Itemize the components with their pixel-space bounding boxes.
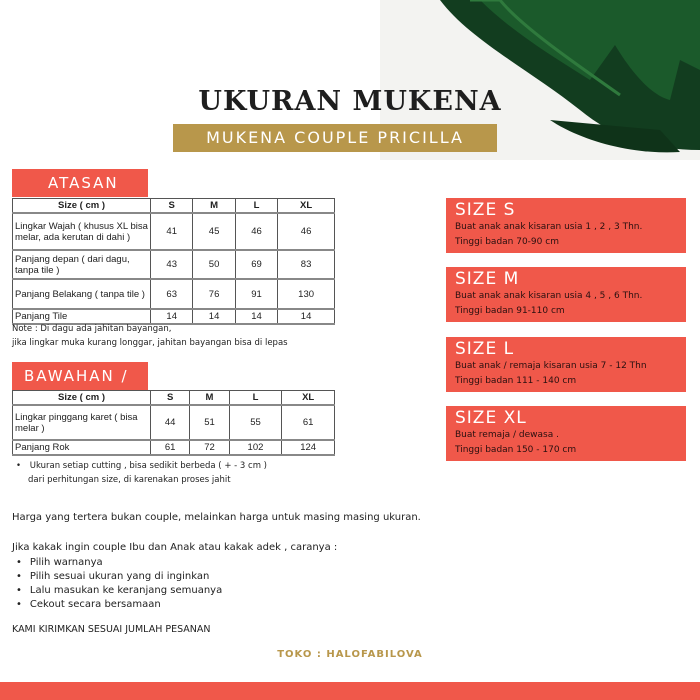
bottom-bar bbox=[0, 682, 700, 700]
table-header bbox=[13, 391, 335, 406]
size-card-m bbox=[446, 267, 686, 322]
note-line: Note : Di dagu ada jahitan bayangan, bbox=[12, 324, 172, 334]
store-name: TOKO : HALOFABILOVA bbox=[277, 649, 423, 660]
table-header bbox=[13, 199, 335, 214]
size-title: SIZE M bbox=[455, 269, 520, 289]
cell: 14 bbox=[193, 309, 235, 324]
shipping-note: KAMI KIRIMKAN SESUAI JUMLAH PESANAN bbox=[12, 624, 211, 635]
cell: 14 bbox=[151, 309, 193, 324]
cell: 72 bbox=[190, 440, 229, 455]
cell: 83 bbox=[278, 250, 335, 279]
couple-intro: Jika kakak ingin couple Ibu dan Anak atau kakak adek , caranya : bbox=[12, 542, 338, 553]
table-row bbox=[13, 440, 335, 455]
cell: 44 bbox=[151, 405, 190, 440]
size-card-s bbox=[446, 198, 686, 253]
table-row bbox=[13, 405, 335, 440]
cell: 46 bbox=[278, 213, 335, 250]
cell: 102 bbox=[229, 440, 282, 455]
page-title: UKURAN MUKENA bbox=[198, 86, 502, 117]
cell: 61 bbox=[282, 405, 335, 440]
list-item: • Lalu masukan ke keranjang semuanya bbox=[16, 584, 222, 598]
bawahan-label: BAWAHAN / ROK bbox=[12, 362, 148, 390]
col-header: M bbox=[193, 199, 235, 214]
size-height: Tinggi badan 91-110 cm bbox=[455, 306, 565, 316]
cell: Panjang Rok bbox=[13, 440, 151, 455]
list-item: • Pilih warnanya bbox=[16, 556, 222, 570]
size-card-l bbox=[446, 337, 686, 392]
note-line: dari perhitungan size, di karenakan proses jahit bbox=[28, 475, 231, 485]
size-card-xl bbox=[446, 406, 686, 461]
cell: 76 bbox=[193, 279, 235, 309]
size-height: Tinggi badan 150 - 170 cm bbox=[455, 445, 577, 455]
cell: 51 bbox=[190, 405, 229, 440]
size-desc: Buat anak / remaja kisaran usia 7 - 12 Thn bbox=[455, 361, 647, 371]
cell: Lingkar Wajah ( khusus XL bisa melar, ada kerutan di dahi ) bbox=[13, 213, 151, 250]
bawahan-table bbox=[12, 390, 335, 456]
size-desc: Buat anak anak kisaran usia 1 , 2 , 3 Thn. bbox=[455, 222, 643, 232]
cell: 63 bbox=[151, 279, 193, 309]
price-note: Harga yang tertera bukan couple, melainkan harga untuk masing masing ukuran. bbox=[12, 512, 421, 523]
col-header: M bbox=[190, 391, 229, 406]
cell: Panjang Tile bbox=[13, 309, 151, 324]
atasan-label: ATASAN bbox=[12, 169, 148, 197]
cell: 45 bbox=[193, 213, 235, 250]
cell: 46 bbox=[235, 213, 277, 250]
size-desc: Buat anak anak kisaran usia 4 , 5 , 6 Thn. bbox=[455, 291, 643, 301]
size-title: SIZE L bbox=[455, 339, 515, 359]
list-item: • Pilih sesuai ukuran yang di inginkan bbox=[16, 570, 222, 584]
cell: 14 bbox=[235, 309, 277, 324]
cell: 130 bbox=[278, 279, 335, 309]
cell: 50 bbox=[193, 250, 235, 279]
cell: 124 bbox=[282, 440, 335, 455]
table-row bbox=[13, 213, 335, 250]
cell: 61 bbox=[151, 440, 190, 455]
atasan-table bbox=[12, 198, 335, 325]
col-header: XL bbox=[282, 391, 335, 406]
col-header: Size ( cm ) bbox=[13, 391, 151, 406]
cell: Panjang depan ( dari dagu, tanpa tile ) bbox=[13, 250, 151, 279]
atasan-note bbox=[12, 322, 288, 350]
cell: 43 bbox=[151, 250, 193, 279]
cell: 91 bbox=[235, 279, 277, 309]
size-title: SIZE S bbox=[455, 200, 516, 220]
note-line: • Ukuran setiap cutting , bisa sedikit berbeda ( + - 3 cm ) bbox=[16, 461, 267, 471]
col-header: L bbox=[229, 391, 282, 406]
size-title: SIZE XL bbox=[455, 408, 527, 428]
cell: 14 bbox=[278, 309, 335, 324]
size-height: Tinggi badan 70-90 cm bbox=[455, 237, 559, 247]
col-header: XL bbox=[278, 199, 335, 214]
col-header: Size ( cm ) bbox=[13, 199, 151, 214]
size-height: Tinggi badan 111 - 140 cm bbox=[455, 376, 577, 386]
size-desc: Buat remaja / dewasa . bbox=[455, 430, 559, 440]
cell: 69 bbox=[235, 250, 277, 279]
table-row bbox=[13, 250, 335, 279]
cell: Panjang Belakang ( tanpa tile ) bbox=[13, 279, 151, 309]
col-header: S bbox=[151, 199, 193, 214]
subtitle-banner: MUKENA COUPLE PRICILLA bbox=[173, 124, 497, 152]
cell: 41 bbox=[151, 213, 193, 250]
table-row bbox=[13, 279, 335, 309]
note-text: Ukuran setiap cutting , bisa sedikit berbeda ( + - 3 cm ) bbox=[29, 461, 267, 471]
col-header: L bbox=[235, 199, 277, 214]
col-header: S bbox=[151, 391, 190, 406]
list-item: • Cekout secara bersamaan bbox=[16, 598, 222, 612]
note-line: jika lingkar muka kurang longgar, jahitan bayangan bisa di lepas bbox=[12, 338, 288, 348]
bawahan-note bbox=[16, 459, 267, 487]
cell: 55 bbox=[229, 405, 282, 440]
cell: Lingkar pinggang karet ( bisa melar ) bbox=[13, 405, 151, 440]
steps-list bbox=[16, 556, 222, 612]
